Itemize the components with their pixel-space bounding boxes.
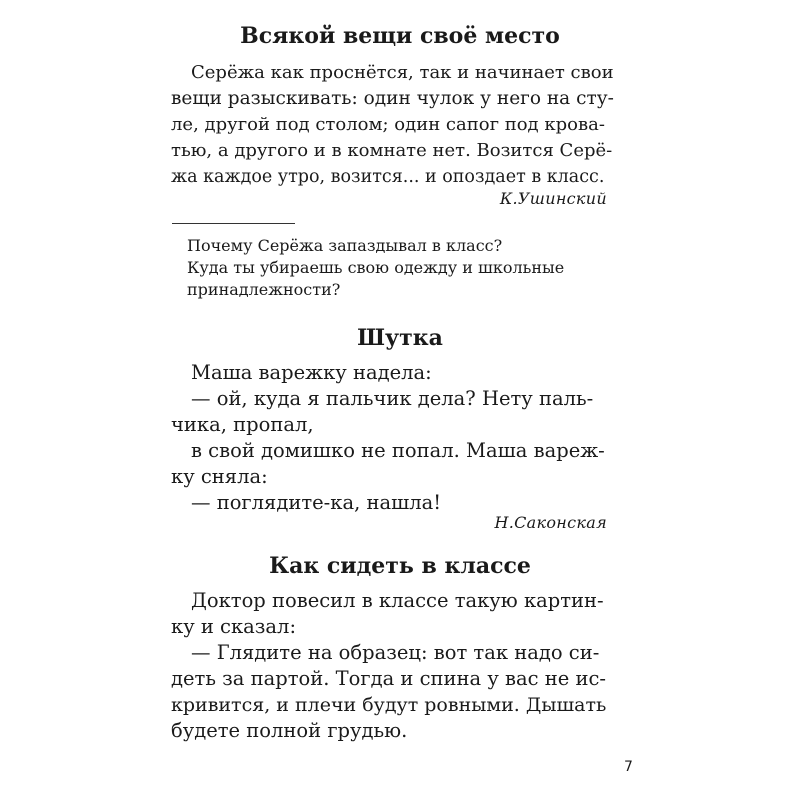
story-title-how-to-sit-in-class: Как сидеть в классе xyxy=(269,553,531,579)
story2-line-2: — ой, куда я пальчик дела? Нету паль- xyxy=(191,387,594,410)
story3-line-3: — Глядите на образец: вот так надо си- xyxy=(191,641,600,664)
footnote-divider xyxy=(172,223,295,224)
story2-line-1: Маша варежку надела: xyxy=(191,361,432,384)
story1-author: К.Ушинский xyxy=(499,189,607,208)
story2-line-3: чика, пропал, xyxy=(171,413,314,436)
question-2-line-1: Куда ты убираешь свою одежду и школьные xyxy=(187,258,565,277)
story2-author: Н.Саконская xyxy=(494,513,607,532)
question-2-line-2: принадлежности? xyxy=(187,280,341,299)
story2-line-5: ку сняла: xyxy=(171,465,268,488)
story3-line-4: деть за партой. Тогда и спина у вас не ис- xyxy=(171,667,606,690)
question-1: Почему Серёжа запаздывал в класс? xyxy=(187,236,503,255)
story-title-everything-in-its-place: Всякой вещи своё место xyxy=(240,23,560,49)
story1-line-2: вещи разыскивать: один чулок у него на сту- xyxy=(171,88,614,109)
story2-line-4: в свой домишко не попал. Маша вареж- xyxy=(191,439,605,462)
story1-line-3: ле, другой под столом; один сапог под крова- xyxy=(171,114,605,135)
story1-line-1: Серёжа как проснётся, так и начинает свои xyxy=(191,62,614,83)
story1-line-4: тью, а другого и в комнате нет. Возится Серё- xyxy=(171,140,613,161)
story-title-joke: Шутка xyxy=(357,325,443,351)
story2-line-6: — поглядите-ка, нашла! xyxy=(191,491,442,514)
story3-line-6: будете полной грудью. xyxy=(171,719,408,742)
story3-line-2: ку и сказал: xyxy=(171,615,297,638)
story1-line-5: жа каждое утро, возится... и опоздает в класс. xyxy=(171,167,605,187)
story3-line-5: кривится, и плечи будут ровными. Дышать xyxy=(171,694,607,716)
story3-line-1: Доктор повесил в классе такую картин- xyxy=(191,589,604,612)
page-number: 7 xyxy=(624,759,633,775)
